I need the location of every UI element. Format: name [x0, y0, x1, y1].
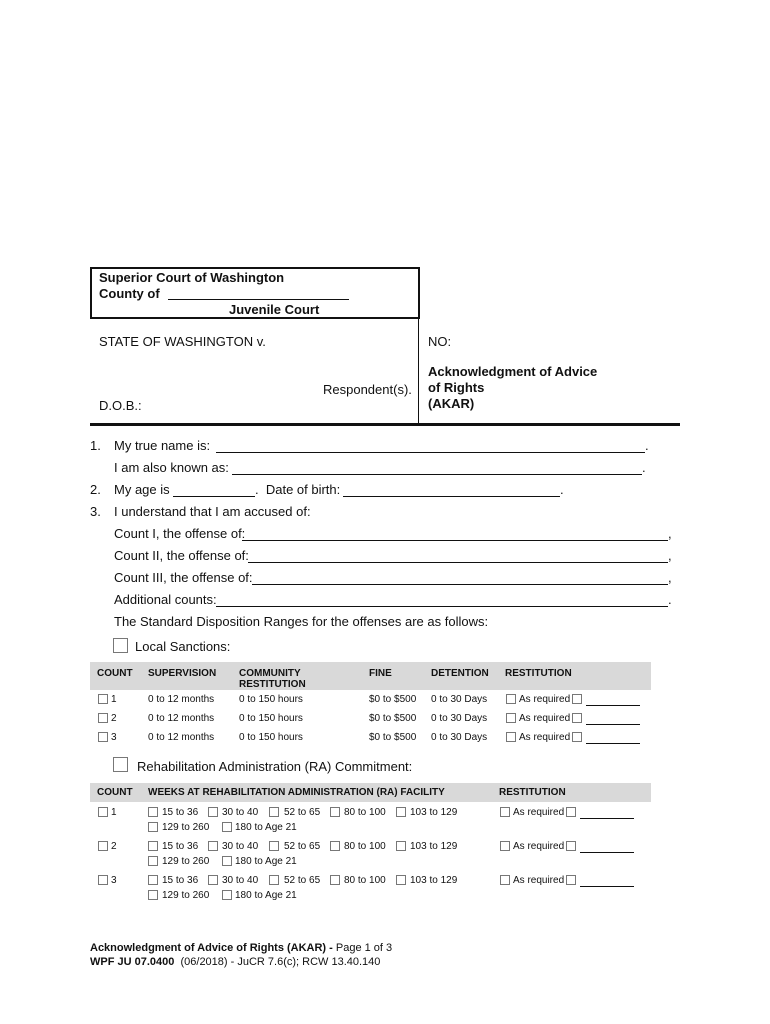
ra-row-3-opt-5-checkbox[interactable] — [396, 875, 406, 885]
ra-row-3-opt-6: 129 to 260 — [162, 890, 210, 901]
ra-row-1-restitution: As required — [513, 807, 565, 818]
ra-row-3-restitution: As required — [513, 875, 565, 886]
ra-row-3-opt-4: 80 to 100 — [344, 875, 386, 886]
true-name-field[interactable] — [216, 452, 645, 453]
document-title-abbr: (AKAR) — [428, 396, 475, 411]
local-header-count: COUNT — [97, 668, 133, 679]
ra-row-1-amount-field[interactable] — [580, 818, 634, 819]
ra-commitment-label: Rehabilitation Administration (RA) Commitment: — [137, 759, 413, 774]
aka-label: I am also known as: — [114, 460, 229, 475]
local-row-1-detention: 0 to 30 Days — [431, 694, 488, 705]
local-row-2-community: 0 to 150 hours — [239, 713, 303, 724]
local-header-community-1: COMMUNITY — [239, 668, 301, 679]
ra-row-3-opt-7: 180 to Age 21 — [235, 890, 297, 901]
dob-end: . — [560, 482, 564, 497]
count-1-field[interactable] — [242, 540, 668, 541]
ra-row-3-restitution-checkbox[interactable] — [500, 875, 510, 885]
local-row-2-count: 2 — [111, 713, 117, 724]
local-row-1-count: 1 — [111, 694, 117, 705]
ra-row-1-opt-1-checkbox[interactable] — [148, 807, 158, 817]
ra-row-3-opt-2: 30 to 40 — [222, 875, 259, 886]
additional-counts-label: Additional counts: — [114, 592, 217, 607]
ra-row-3-opt-2-checkbox[interactable] — [208, 875, 218, 885]
ra-row-1-opt-3-checkbox[interactable] — [269, 807, 279, 817]
ra-header-restitution: RESTITUTION — [499, 787, 566, 798]
ra-row-2-opt-1-checkbox[interactable] — [148, 841, 158, 851]
ra-row-3-opt-3: 52 to 65 — [284, 875, 321, 886]
local-row-1-supervision: 0 to 12 months — [148, 694, 215, 705]
local-header-detention: DETENTION — [431, 668, 489, 679]
caption-divider-vertical — [418, 319, 419, 423]
local-row-1-community: 0 to 150 hours — [239, 694, 303, 705]
local-row-3-supervision: 0 to 12 months — [148, 732, 215, 743]
dob-inline-label: . Date of birth: — [255, 482, 341, 497]
ra-row-1-opt-5: 103 to 129 — [410, 807, 458, 818]
count-3-field[interactable] — [252, 584, 668, 585]
ra-row-2-opt-3: 52 to 65 — [284, 841, 321, 852]
local-row-2-amount-checkbox[interactable] — [572, 713, 582, 723]
local-row-3-amount-field[interactable] — [586, 743, 640, 744]
local-header-community-2: RESTITUTION — [239, 679, 306, 690]
local-row-3-checkbox[interactable] — [98, 732, 108, 742]
count-2-label: Count II, the offense of: — [114, 548, 249, 563]
local-row-3-amount-checkbox[interactable] — [572, 732, 582, 742]
local-row-3-restitution: As required — [519, 732, 571, 743]
disposition-ranges-text: The Standard Disposition Ranges for the offenses are as follows: — [114, 614, 489, 629]
document-title-line1: Acknowledgment of Advice — [428, 364, 598, 379]
ra-row-2-count: 2 — [111, 841, 117, 852]
ra-row-2-opt-4-checkbox[interactable] — [330, 841, 340, 851]
local-row-1-restitution-checkbox[interactable] — [506, 694, 516, 704]
ra-row-3-opt-7-checkbox[interactable] — [222, 890, 232, 900]
item-3-number: 3. — [90, 504, 101, 519]
footer-form-ref: (06/2018) - JuCR 7.6(c); RCW 13.40.140 — [174, 956, 381, 968]
respondents-label: Respondent(s). — [323, 382, 412, 397]
ra-row-1-opt-7-checkbox[interactable] — [222, 822, 232, 832]
ra-row-1-opt-2: 30 to 40 — [222, 807, 259, 818]
footer-line-1 — [90, 942, 392, 954]
ra-row-2-amount-field[interactable] — [580, 852, 634, 853]
court-division: Juvenile Court — [229, 302, 320, 317]
local-header-supervision: SUPERVISION — [148, 668, 217, 679]
local-sanctions-label: Local Sanctions: — [135, 639, 231, 654]
local-row-3-count: 3 — [111, 732, 117, 743]
ra-row-2-opt-7: 180 to Age 21 — [235, 856, 297, 867]
ra-row-1-restitution-checkbox[interactable] — [500, 807, 510, 817]
ra-row-1-opt-3: 52 to 65 — [284, 807, 321, 818]
local-header-restitution: RESTITUTION — [505, 668, 572, 679]
true-name-label: My true name is: — [114, 438, 211, 453]
dob-label: D.O.B.: — [99, 398, 142, 413]
ra-row-3-opt-6-checkbox[interactable] — [148, 890, 158, 900]
aka-end: . — [642, 460, 646, 475]
ra-header-weeks: WEEKS AT REHABILITATION ADMINISTRATION (RA) FACILITY — [148, 787, 445, 798]
age-label: My age is — [114, 482, 170, 497]
count-1-end: , — [668, 526, 672, 541]
footer-page: Page 1 of 3 — [332, 942, 393, 954]
ra-row-1-opt-2-checkbox[interactable] — [208, 807, 218, 817]
ra-row-3-checkbox[interactable] — [98, 875, 108, 885]
local-row-3-community: 0 to 150 hours — [239, 732, 303, 743]
local-row-3-detention: 0 to 30 Days — [431, 732, 488, 743]
ra-row-2-opt-3-checkbox[interactable] — [269, 841, 279, 851]
ra-commitment-checkbox[interactable] — [113, 757, 128, 772]
age-field[interactable] — [173, 496, 255, 497]
count-3-end: , — [668, 570, 672, 585]
ra-row-2-opt-5: 103 to 129 — [410, 841, 458, 852]
local-row-2-restitution: As required — [519, 713, 571, 724]
ra-row-3-opt-1-checkbox[interactable] — [148, 875, 158, 885]
true-name-end: . — [645, 438, 649, 453]
ra-row-1-amount-checkbox[interactable] — [566, 807, 576, 817]
local-row-1-amount-checkbox[interactable] — [572, 694, 582, 704]
count-3-label: Count III, the offense of: — [114, 570, 253, 585]
ra-row-2-opt-2-checkbox[interactable] — [208, 841, 218, 851]
local-sanctions-checkbox[interactable] — [113, 638, 128, 653]
local-row-3-restitution-checkbox[interactable] — [506, 732, 516, 742]
ra-row-2-opt-6: 129 to 260 — [162, 856, 210, 867]
ra-row-2-opt-6-checkbox[interactable] — [148, 856, 158, 866]
ra-row-2-amount-checkbox[interactable] — [566, 841, 576, 851]
ra-row-3-opt-5: 103 to 129 — [410, 875, 458, 886]
ra-row-1-opt-7: 180 to Age 21 — [235, 822, 297, 833]
ra-row-1-opt-1: 15 to 36 — [162, 807, 199, 818]
ra-row-2-opt-5-checkbox[interactable] — [396, 841, 406, 851]
ra-row-2-restitution: As required — [513, 841, 565, 852]
accused-label: I understand that I am accused of: — [114, 504, 311, 519]
local-row-3-fine: $0 to $500 — [369, 732, 417, 743]
document-title-line2: of Rights — [428, 380, 485, 395]
caption-divider-horizontal — [90, 423, 680, 426]
ra-row-2-restitution-checkbox[interactable] — [500, 841, 510, 851]
ra-row-1-checkbox[interactable] — [98, 807, 108, 817]
ra-header-count: COUNT — [97, 787, 133, 798]
local-row-1-restitution: As required — [519, 694, 571, 705]
state-v-label: STATE OF WASHINGTON v. — [99, 334, 266, 349]
local-row-1-amount-field[interactable] — [586, 705, 640, 706]
local-row-2-restitution-checkbox[interactable] — [506, 713, 516, 723]
additional-counts-field[interactable] — [216, 606, 668, 607]
ra-row-2-opt-4: 80 to 100 — [344, 841, 386, 852]
item-1-number: 1. — [90, 438, 101, 453]
ra-row-2-opt-7-checkbox[interactable] — [222, 856, 232, 866]
county-field[interactable] — [168, 299, 349, 300]
county-label: County of — [99, 286, 160, 301]
ra-row-3-opt-3-checkbox[interactable] — [269, 875, 279, 885]
count-2-field[interactable] — [248, 562, 668, 563]
local-row-2-amount-field[interactable] — [586, 724, 640, 725]
court-name: Superior Court of Washington — [99, 270, 285, 285]
date-of-birth-field[interactable] — [343, 496, 560, 497]
additional-counts-end: . — [668, 592, 672, 607]
ra-row-3-amount-checkbox[interactable] — [566, 875, 576, 885]
ra-row-2-opt-1: 15 to 36 — [162, 841, 199, 852]
ra-row-1-opt-6: 129 to 260 — [162, 822, 210, 833]
footer-title: Acknowledgment of Advice of Rights (AKAR) - — [90, 942, 333, 954]
local-header-fine: FINE — [369, 668, 392, 679]
case-number-label: NO: — [428, 334, 452, 349]
footer-line-2 — [90, 956, 380, 968]
local-row-2-detention: 0 to 30 Days — [431, 713, 488, 724]
ra-row-3-amount-field[interactable] — [580, 886, 634, 887]
ra-row-1-opt-4-checkbox[interactable] — [330, 807, 340, 817]
ra-row-1-opt-4: 80 to 100 — [344, 807, 386, 818]
aka-field[interactable] — [232, 474, 642, 475]
item-2-number: 2. — [90, 482, 101, 497]
local-row-2-fine: $0 to $500 — [369, 713, 417, 724]
ra-row-2-opt-2: 30 to 40 — [222, 841, 259, 852]
footer-form-id: WPF JU 07.0400 — [90, 956, 175, 968]
local-row-2-supervision: 0 to 12 months — [148, 713, 215, 724]
ra-row-2-checkbox[interactable] — [98, 841, 108, 851]
count-2-end: , — [668, 548, 672, 563]
ra-row-1-opt-6-checkbox[interactable] — [148, 822, 158, 832]
local-row-2-checkbox[interactable] — [98, 713, 108, 723]
ra-row-1-count: 1 — [111, 807, 117, 818]
ra-row-3-count: 3 — [111, 875, 117, 886]
local-row-1-fine: $0 to $500 — [369, 694, 417, 705]
ra-row-3-opt-1: 15 to 36 — [162, 875, 199, 886]
ra-row-3-opt-4-checkbox[interactable] — [330, 875, 340, 885]
local-row-1-checkbox[interactable] — [98, 694, 108, 704]
ra-row-1-opt-5-checkbox[interactable] — [396, 807, 406, 817]
count-1-label: Count I, the offense of: — [114, 526, 246, 541]
